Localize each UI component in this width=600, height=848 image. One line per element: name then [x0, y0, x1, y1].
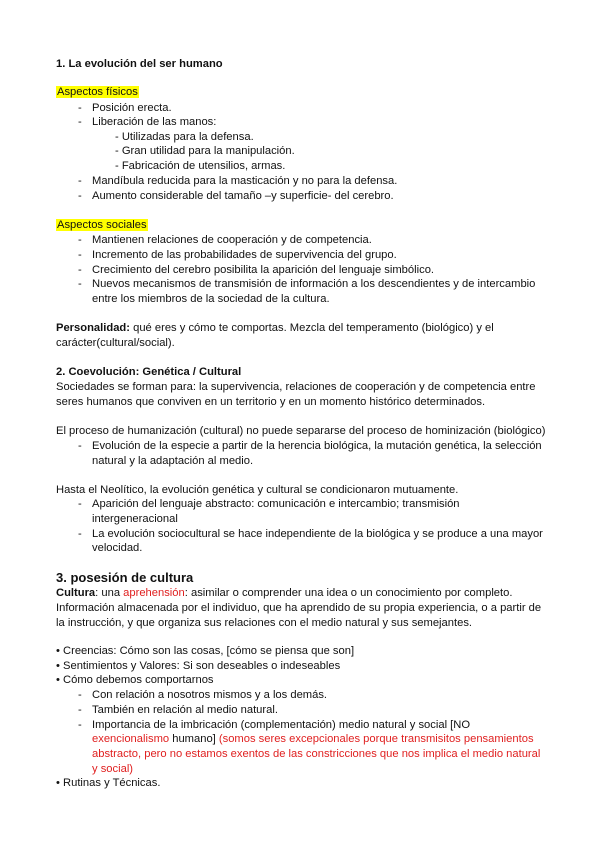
social-heading-highlight: Aspectos sociales: [57, 219, 147, 231]
dash-marker: -: [78, 528, 82, 540]
list-item: Evolución de la especie a partir de la herencia biológica, la mutación genética, la selección: [92, 440, 542, 452]
paragraph-line: Sociedades se forman para: la supervivencia, relaciones de cooperación y de competencia entre: [56, 381, 536, 393]
list-item: Con relación a nosotros mismos y a los demás.: [92, 689, 328, 701]
sub-list-item: - Fabricación de utensilios, armas.: [115, 160, 286, 172]
paragraph-line: Hasta el Neolítico, la evolución genética y cultural se condicionaron mutuamente.: [56, 484, 459, 496]
list-item: Importancia de la imbricación (complementación) medio natural y social [NO: [92, 719, 471, 731]
personality-label: Personalidad:: [56, 322, 130, 334]
sub-list-item: - Utilizadas para la defensa.: [115, 131, 254, 143]
section-3-title: 3. posesión de cultura: [56, 570, 194, 585]
mixed-color-line: [92, 732, 534, 747]
bullet-item: • Cómo debemos comportarnos: [56, 674, 214, 686]
section-1-title: 1. La evolución del ser humano: [56, 58, 223, 70]
red-note-line: abstracto, pero no estamos exentos de las constricciones que nos implica el medio natural: [92, 748, 541, 760]
dash-marker: -: [78, 719, 82, 731]
personality-line-2: carácter(cultural/social).: [56, 337, 175, 349]
list-item: Crecimiento del cerebro posibilita la aparición del lenguaje simbólico.: [92, 264, 435, 276]
dash-marker: -: [78, 704, 82, 716]
dash-marker: -: [78, 278, 82, 290]
list-item: Posición erecta.: [92, 102, 172, 114]
exencionalismo-word: exencionalismo: [92, 733, 170, 745]
list-item-continuation: intergeneracional: [92, 513, 178, 525]
physical-heading-highlight: Aspectos físicos: [57, 86, 138, 98]
list-item: La evolución sociocultural se hace independiente de la biológica y se produce a una mayor: [92, 528, 543, 540]
bullet-item: • Sentimientos y Valores: Si son deseables o indeseables: [56, 660, 341, 672]
aprehension-word: aprehensión: [123, 587, 185, 599]
paragraph-line: la instrucción, y que organiza sus relaciones con el medio natural y sus semejantes.: [56, 617, 473, 629]
list-item-continuation: natural y la adaptación al medio.: [92, 455, 254, 467]
personality-paragraph: [56, 321, 494, 336]
paragraph-line: Información almacenada por el individuo, que ha aprendido de su propia experiencia, o a partir de: [56, 602, 542, 614]
red-note-line: y social): [92, 763, 134, 775]
list-item: También en relación al medio natural.: [92, 704, 278, 716]
list-item: Aparición del lenguaje abstracto: comunicación e intercambio; transmisión: [92, 498, 460, 510]
dash-marker: -: [78, 689, 82, 701]
dash-marker: -: [78, 264, 82, 276]
culture-label: Cultura: [56, 587, 96, 599]
social-heading: [56, 218, 148, 233]
list-item: Nuevos mecanismos de transmisión de información a los descendientes y de intercambio: [92, 278, 536, 290]
dash-marker: -: [78, 498, 82, 510]
physical-heading: [56, 85, 139, 100]
paragraph-line: El proceso de humanización (cultural) no puede separarse del proceso de hominización (biológico): [56, 425, 546, 437]
list-item: Aumento considerable del tamaño –y superficie- del cerebro.: [92, 190, 394, 202]
culture-definition: [56, 586, 512, 601]
bullet-item: • Rutinas y Técnicas.: [56, 777, 161, 789]
list-item: Liberación de las manos:: [92, 116, 217, 128]
bullet-item: • Creencias: Cómo son las cosas, [cómo se piensa que son]: [56, 645, 355, 657]
dash-marker: -: [78, 190, 82, 202]
list-item: Incremento de las probabilidades de supervivencia del grupo.: [92, 249, 397, 261]
dash-marker: -: [78, 440, 82, 452]
dash-marker: -: [78, 249, 82, 261]
section-2-title: 2. Coevolución: Genética / Cultural: [56, 366, 242, 378]
red-note: (somos seres excepcionales porque transmisitos pensamientos: [215, 733, 534, 745]
dash-marker: -: [78, 102, 82, 114]
culture-def-rest: : asimilar o comprender una idea o un conocimiento por completo.: [184, 587, 513, 599]
dash-marker: -: [78, 175, 82, 187]
dash-marker: -: [78, 234, 82, 246]
culture-colon: : una: [95, 587, 124, 599]
dash-marker: -: [78, 116, 82, 128]
list-item: Mantienen relaciones de cooperación y de competencia.: [92, 234, 372, 246]
sub-list-item: - Gran utilidad para la manipulación.: [115, 145, 295, 157]
paragraph-line: seres humanos que conviven en un territorio y en un momento histórico determinados.: [56, 396, 486, 408]
list-item-continuation: entre los miembros de la sociedad de la cultura.: [92, 293, 330, 305]
humano-text: humano]: [169, 733, 216, 745]
list-item: Mandíbula reducida para la masticación y no para la defensa.: [92, 175, 398, 187]
personality-text: qué eres y cómo te comportas. Mezcla del temperamento (biológico) y el: [129, 322, 494, 334]
list-item-continuation: velocidad.: [92, 542, 143, 554]
